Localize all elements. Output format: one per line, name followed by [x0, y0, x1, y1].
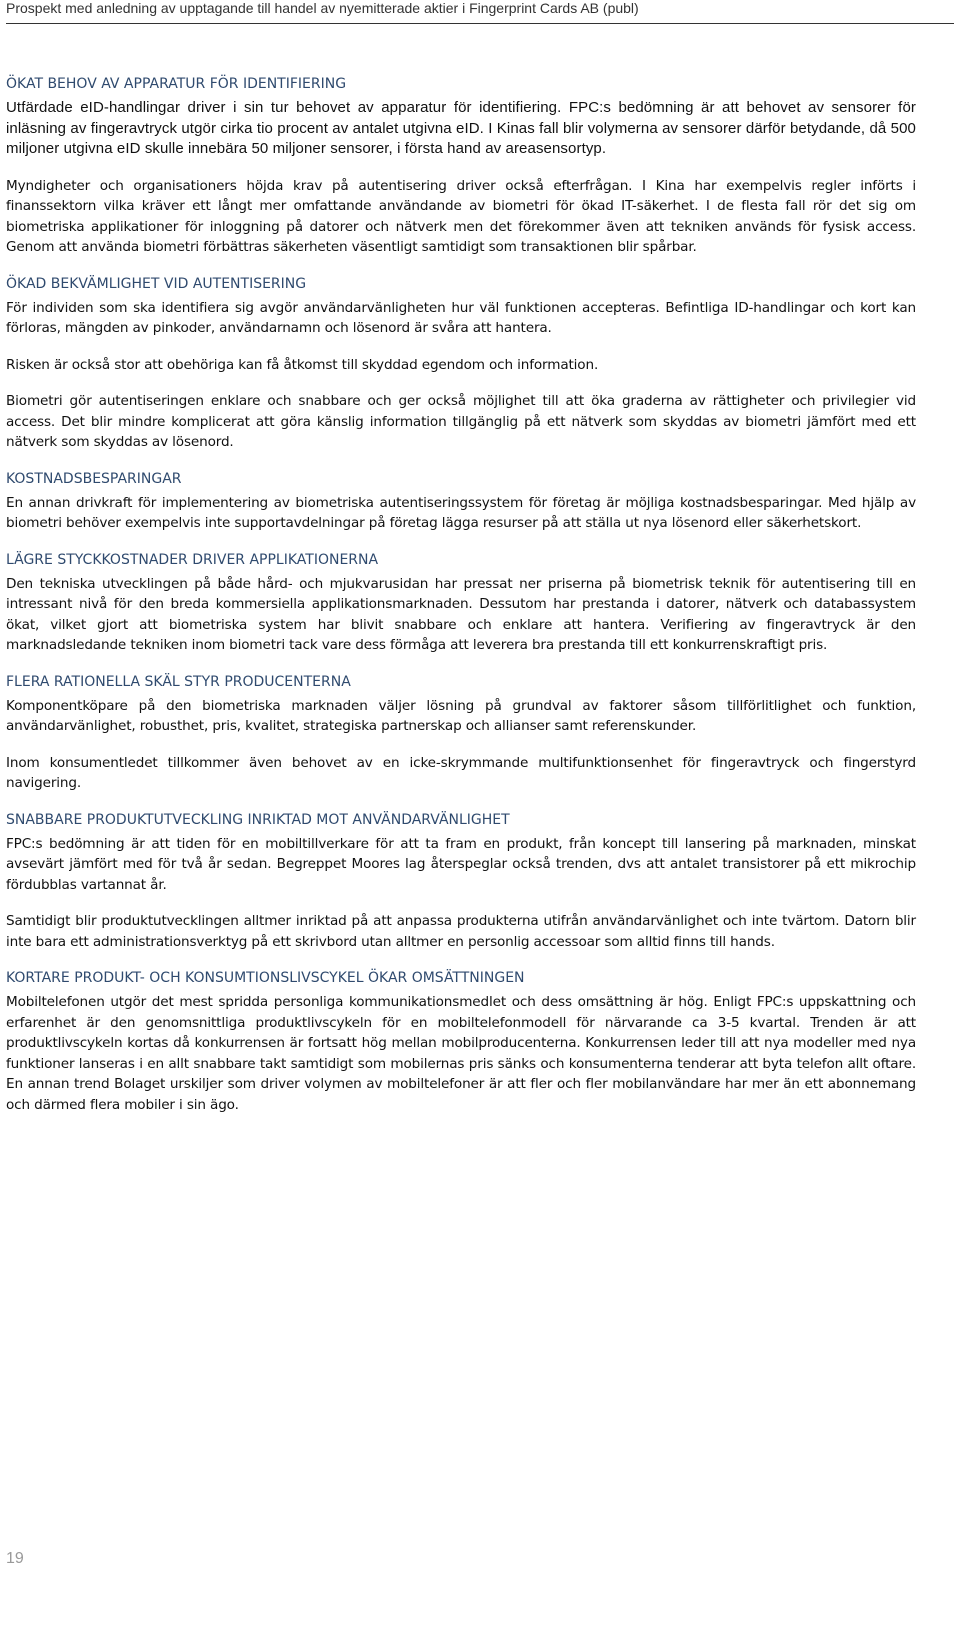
paragraph: Komponentköpare på den biometriska marknaden väljer lösning på grundval av faktorer såsom tillförlitlighet och funktion, användarvänlighet, robusthet, pris, kvalitet, strategiska partnerskap och allianser samt referenskunder.	[6, 697, 916, 734]
paragraph: Inom konsumentledet tillkommer även behovet av en icke-skrymmande multifunktionsenhet för fingeravtryck och fingerstyrd navigering.	[6, 754, 916, 791]
paragraph: Biometri gör autentiseringen enklare och snabbare och ger också möjlighet till att öka graderna av rättigheter och privilegier vid access. Det blir mindre komplicerat att göra känslig information tillgänglig på ett nätverk som skyddas av biometri jämfört med ett nätverk som skyddas av lösenord.	[6, 393, 916, 450]
running-header	[6, 0, 954, 24]
document-body	[6, 74, 916, 1131]
section-heading: SNABBARE PRODUKTUTVECKLING INRIKTAD MOT ANVÄNDARVÄNLIGHET	[6, 811, 510, 828]
paragraph: Den tekniska utvecklingen på både hård- och mjukvarusidan har pressat ner priserna på biometrisk teknik för autentisering till en intressant nivå för den breda kommersiella applikationsmarknaden. Dessutom har prestanda i datorer, nätverk och databassystem ökat, vilket gjort att biometriska system har blivit snabbare och enklare att hantera. Verifiering av fingeravtryck är den marknadsledande tekniken inom biometri tack vare dess förmåga att leverera bra prestanda till ett konkurrenskraftigt pris.	[6, 575, 916, 653]
section-kostnadsbesparingar	[6, 469, 916, 534]
section-flera-rationella-skal	[6, 672, 916, 794]
section-snabbare-produktutveckling	[6, 810, 916, 953]
section-heading: LÄGRE STYCKKOSTNADER DRIVER APPLIKATIONERNA	[6, 551, 379, 568]
section-heading: KORTARE PRODUKT- OCH KONSUMTIONSLIVSCYKEL ÖKAR OMSÄTTNINGEN	[6, 970, 525, 986]
section-okat-behov	[6, 74, 916, 258]
section-kortare-livscykel	[6, 968, 916, 1115]
paragraph: En annan drivkraft för implementering av biometriska autentiseringssystem för företag är möjliga kostnadsbesparingar. Med hjälp av biometri behöver exempelvis inte supportavdelningar på företag lägga resurser på att ställa ut nya lösenord eller säkerhetskort.	[6, 494, 916, 531]
section-heading: KOSTNADSBESPARINGAR	[6, 470, 182, 487]
section-heading: FLERA RATIONELLA SKÄL STYR PRODUCENTERNA	[6, 673, 351, 690]
page-number: 19	[6, 1550, 24, 1567]
section-lagre-styckkostnader	[6, 550, 916, 656]
paragraph: Samtidigt blir produktutvecklingen alltmer inriktad på att anpassa produkterna utifrån användarvänlighet och inte tvärtom. Datorn blir inte bara ett administrationsverktyg på ett skrivbord utan alltmer en personlig accessoar som alltid finns till hands.	[6, 913, 916, 950]
section-okad-bekvamlighet	[6, 274, 916, 453]
running-header-title: Prospekt med anledning av upptagande till handel av nyemitterade aktier i Fingerprint Cards AB (publ)	[6, 0, 639, 16]
paragraph: För individen som ska identifiera sig avgör användarvänligheten hur väl funktionen accepteras. Befintliga ID-handlingar och kort kan förloras, mängden av pinkoder, användarnamn och lösenord är svåra att hantera.	[6, 299, 916, 336]
paragraph: Mobiltelefonen utgör det mest spridda personliga kommunikationsmedlet och dess omsättning är hög. Enligt FPC:s uppskattning och erfarenhet är den genomsnittliga produktlivscykeln för en mobiltelefonmodell för närvarande ca 3-5 kvartal. Trenden är att produktlivscykeln kortas då konkurrensen är fortsatt hög mellan mobilproducenterna. Konkurrensen leder till att nya modeller med nya funktioner lanseras i en allt snabbare takt samtidigt som mobilernas pris sänks och konsumenterna tenderar att byta telefon allt oftare. En annan trend Bolaget urskiljer som driver volymen av mobiltelefoner är att fler och fler mobilanvändare har mer än ett abonnemang och därmed flera mobiler i sin ägo.	[6, 994, 916, 1113]
section-heading: ÖKAD BEKVÄMLIGHET VID AUTENTISERING	[6, 275, 307, 292]
paragraph: Utfärdade eID-handlingar driver i sin tur behovet av apparatur för identifiering. FPC:s bedömning är att behovet av sensorer för inläsning av fingeravtryck utgör cirka tio procent av antalet utgivna eID. I Kinas fall blir volymerna av sensorer därför betydande, då 500 miljoner utgivna eID skulle innebära 50 miljoner sensorer, i första hand av areasensortyp.	[6, 99, 916, 157]
paragraph: FPC:s bedömning är att tiden för en mobiltillverkare för att ta fram en produkt, från koncept till lansering på marknaden, minskat avsevärt jämfört med för två år sedan. Begreppet Moores lag återspeglar också trenden, dvs att antalet transistorer på ett mikrochip fördubblas vartannat år.	[6, 835, 916, 893]
paragraph: Myndigheter och organisationers höjda krav på autentisering driver också efterfrågan. I Kina har exempelvis regler införts i finanssektorn vilka kräver ett långt mer omfattande användande av biometri för ökad IT-säkerhet. I de flesta fall rör det sig om biometriska applikationer för inloggning på datorer och nätverk men det förekommer även att tekniken används för fysisk access. Genom att använda biometri förbättras säkerheten väsentligt samtidigt som transaktionen blir spårbar.	[6, 177, 916, 255]
section-heading: ÖKAT BEHOV AV APPARATUR FÖR IDENTIFIERING	[6, 76, 347, 92]
paragraph: Risken är också stor att obehöriga kan få åtkomst till skyddad egendom och information.	[6, 356, 599, 373]
